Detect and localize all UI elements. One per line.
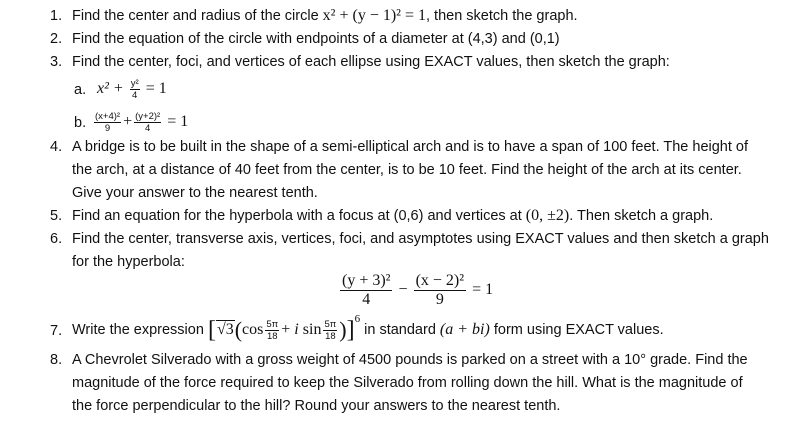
- sin-argument-numerator: 5π: [324, 318, 337, 330]
- sub-item-label-b: b.: [74, 115, 87, 131]
- ellipse-a-numerator: y²: [130, 77, 139, 89]
- question-5-vertices: (0, ±2): [525, 207, 570, 224]
- hyperbola-fraction-1: [340, 272, 392, 309]
- question-1-equation: x² + (y − 1)² = 1: [322, 7, 426, 24]
- sqrt-three: √3: [216, 321, 234, 338]
- standard-form: (a + bi): [439, 321, 490, 338]
- ellipse-a-denominator: 4: [132, 89, 138, 101]
- complex-expression: [207, 313, 361, 344]
- question-1-text-a: Find the center and radius of the circle: [72, 8, 323, 24]
- cos-argument-numerator: 5π: [266, 318, 279, 330]
- sin-label: sin: [302, 321, 322, 338]
- item-number-7: 7.: [50, 323, 63, 339]
- ellipse-b-equation: [92, 104, 188, 140]
- ellipse-a-equation: [97, 71, 167, 107]
- ellipse-b-denominator-2: 4: [145, 122, 151, 134]
- ellipse-b-rhs: = 1: [167, 113, 189, 130]
- plus-sign: +: [281, 321, 291, 338]
- question-4-line-2: the arch, at a distance of 40 feet from the center, is to be 10 feet. Find the height of the arch at its center.: [72, 162, 742, 178]
- sub-item-label-a: a.: [74, 82, 87, 98]
- question-2: Find the equation of the circle with endpoints of a diameter at (4,3) and (0,1): [72, 31, 560, 47]
- ellipse-b-numerator-1: (x+4)²: [95, 110, 121, 122]
- ellipse-b-plus: +: [123, 113, 133, 130]
- ellipse-b-fraction-2: [134, 111, 161, 134]
- question-7-text-b: in standard: [360, 322, 440, 338]
- item-number-8: 8.: [50, 352, 63, 368]
- item-number-4: 4.: [50, 139, 63, 155]
- question-8-line-3: the force perpendicular to the hill? Round your answers to the nearest tenth.: [72, 398, 561, 414]
- hyperbola-fraction-2: [414, 272, 466, 309]
- item-number-1: 1.: [50, 8, 63, 24]
- sin-argument: [323, 319, 337, 342]
- question-5-text-b: . Then sketch a graph.: [569, 208, 714, 224]
- hyperbola-rhs: = 1: [472, 281, 494, 298]
- hyperbola-minus: −: [398, 281, 408, 298]
- ellipse-b-denominator-1: 9: [104, 122, 111, 134]
- ellipse-b-numerator-2: (y+2)²: [135, 110, 161, 122]
- question-8-line-1: A Chevrolet Silverado with a gross weight of 4500 pounds is parked on a street with a 10° grade. Find the: [72, 352, 748, 368]
- cos-argument-denominator: 18: [267, 330, 278, 342]
- sin-argument-denominator: 18: [325, 330, 336, 342]
- question-4-line-3: Give your answer to the nearest tenth.: [72, 185, 318, 201]
- question-7: [72, 310, 664, 350]
- cos-argument: [265, 319, 279, 342]
- cos-label: cos: [242, 321, 264, 338]
- right-bracket: ]: [346, 317, 355, 344]
- question-7-text-c: form using EXACT values.: [489, 322, 664, 338]
- ellipse-b-fraction-1: [94, 111, 121, 134]
- question-1-text-b: , then sketch the graph.: [426, 8, 578, 24]
- item-number-3: 3.: [50, 54, 63, 70]
- question-1: [72, 6, 578, 26]
- question-8-line-2: magnitude of the force required to keep the Silverado from rolling down the hill. What is the magnitude of: [72, 375, 743, 391]
- item-number-5: 5.: [50, 208, 63, 224]
- question-3: Find the center, foci, and vertices of each ellipse using EXACT values, then sketch the graph:: [72, 54, 670, 70]
- hyperbola-numerator-2: (x − 2)²: [415, 271, 465, 289]
- question-7-text-a: Write the expression: [72, 322, 208, 338]
- question-5: [72, 206, 713, 226]
- item-number-2: 2.: [50, 31, 63, 47]
- exponent: 6: [354, 313, 361, 325]
- question-6-line-1: Find the center, transverse axis, vertices, foci, and asymptotes using EXACT values and then sketch a graph: [72, 231, 769, 247]
- hyperbola-numerator-1: (y + 3)²: [342, 271, 391, 289]
- left-bracket: [: [207, 317, 216, 344]
- right-paren: ): [339, 317, 347, 343]
- item-number-6: 6.: [50, 231, 63, 247]
- hyperbola-denominator-1: 4: [362, 290, 371, 308]
- ellipse-a-rhs: = 1: [145, 80, 167, 97]
- ellipse-a-lhs: x² +: [97, 80, 124, 97]
- imaginary-unit: i: [294, 321, 299, 338]
- hyperbola-equation: [338, 268, 493, 312]
- question-4-line-1: A bridge is to be built in the shape of a semi-elliptical arch and is to have a span of 100 feet. The height of: [72, 139, 749, 155]
- question-5-text-a: Find an equation for the hyperbola with a focus at (0,6) and vertices at: [72, 208, 526, 224]
- question-6-line-2: for the hyperbola:: [72, 254, 185, 270]
- hyperbola-denominator-2: 9: [435, 290, 444, 308]
- left-paren: (: [234, 317, 243, 343]
- ellipse-a-fraction: [130, 78, 140, 101]
